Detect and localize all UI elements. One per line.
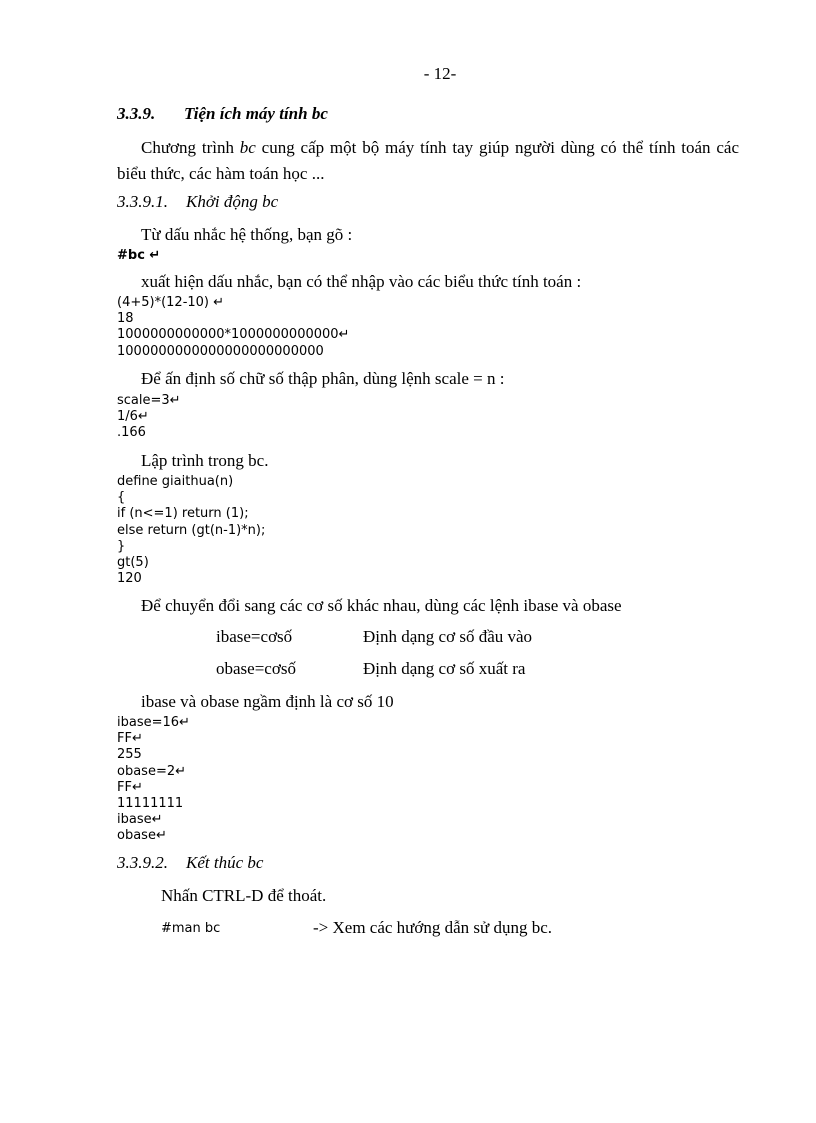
intro-text-italic: bc	[239, 138, 256, 157]
section-number: 3.3.9.	[117, 104, 156, 123]
prompt-text: Từ dấu nhắc hệ thống, bạn gõ :	[141, 225, 353, 244]
man-description: -> Xem các hướng dẫn sử dụng bc.	[313, 918, 553, 937]
page-number: - 12-	[423, 64, 457, 83]
subsection-heading-end	[117, 853, 263, 873]
subsection-number: 3.3.9.1.	[117, 192, 168, 211]
exit-text: Nhấn CTRL-D để thoát.	[161, 886, 327, 905]
scale-text: Để ấn định số chữ số thập phân, dùng lệnh scale = n :	[141, 369, 505, 388]
intro-paragraph	[117, 135, 739, 187]
obase-command: obase=cơsố	[216, 659, 296, 678]
base-code: ibase=16↵ FF↵ 255 obase=2↵ FF↵ 11111111 ibase↵ obase↵	[117, 715, 190, 844]
intro-text-after: cung cấp một bộ máy tính tay giúp người dùng có thể tính toán các biểu thức, các hàm toán học ...	[117, 138, 739, 183]
section-title: Tiện ích máy tính bc	[184, 104, 328, 123]
base-conversion-text: Để chuyển đổi sang các cơ số khác nhau, dùng các lệnh ibase và obase	[141, 596, 622, 615]
scale-code: scale=3↵ 1/6↵ .166	[117, 393, 181, 441]
intro-text-before: Chương trình	[141, 138, 240, 157]
programming-text: Lập trình trong bc.	[141, 451, 269, 470]
man-command: #man bc	[161, 921, 221, 936]
expression-code: (4+5)*(12-10) ↵ 18 1000000000000*1000000000000↵ 1000000000000000000000000	[117, 295, 350, 359]
subsection-number: 3.3.9.2.	[117, 853, 168, 872]
subsection-heading-start	[117, 192, 278, 212]
ibase-description: Định dạng cơ số đầu vào	[363, 627, 533, 646]
obase-description: Định dạng cơ số xuất ra	[363, 659, 526, 678]
ibase-command: ibase=cơsố	[216, 627, 293, 646]
programming-code: define giaithua(n) { if (n<=1) return (1); else return (gt(n-1)*n); } gt(5) 120	[117, 474, 266, 587]
bc-command: #bc ↵	[117, 248, 161, 263]
default-base-text: ibase và obase ngầm định là cơ số 10	[141, 692, 394, 711]
expression-text: xuất hiện dấu nhắc, bạn có thể nhập vào các biểu thức tính toán :	[141, 272, 582, 291]
subsection-title: Kết thúc bc	[186, 853, 264, 872]
subsection-title: Khởi động bc	[186, 192, 279, 211]
